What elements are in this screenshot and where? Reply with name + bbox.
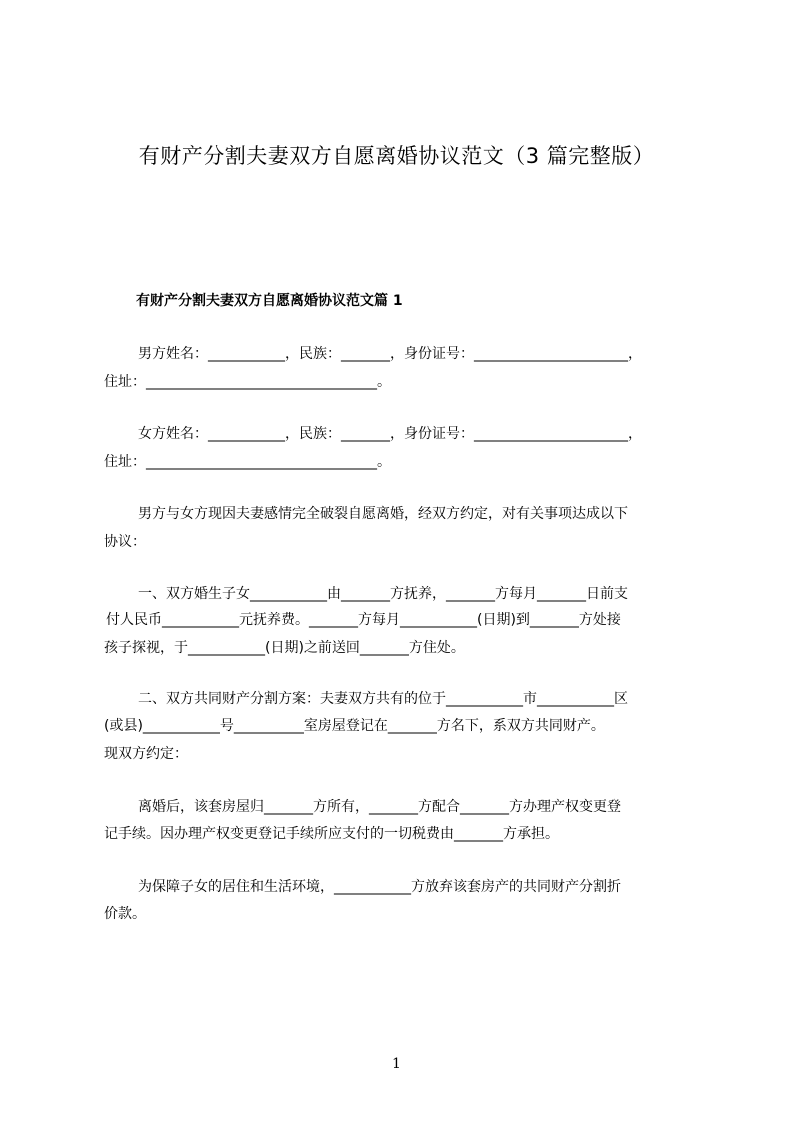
paragraph-housing-line-2: 价款。 [104, 906, 146, 922]
paragraph-male-party-line-1: 男方姓名：___________，民族：_______，身份证号：______________________， [138, 346, 642, 362]
paragraph-children-line-1: 一、双方婚生子女___________由_______方抚养，_______方每月_______日前支 [138, 586, 628, 602]
paragraph-intro-line-2: 协议： [104, 534, 146, 550]
paragraph-housing-line-1: 为保障子女的居住和生活环境，___________方放弃该套房产的共同财产分割折 [138, 879, 621, 895]
section-title: 有财产分割夫妻双方自愿离婚协议范文篇 1 [136, 293, 403, 309]
paragraph-house-line-2: 记手续。因办理产权变更登记手续所应支付的一切税费由_______方承担。 [104, 826, 559, 842]
paragraph-male-party-line-2: 住址：_________________________________。 [104, 374, 391, 390]
paragraph-house-line-1: 离婚后，该套房屋归_______方所有，_______方配合_______方办理产权变更登 [138, 799, 621, 815]
paragraph-female-party-line-1: 女方姓名：___________，民族：_______，身份证号：______________________， [138, 426, 642, 442]
paragraph-property-line-1: 二、双方共同财产分割方案：夫妻双方共有的位于___________市___________区 [138, 691, 628, 707]
paragraph-intro-line-1: 男方与女方现因夫妻感情完全破裂自愿离婚，经双方约定，对有关事项达成以下 [138, 506, 628, 522]
paragraph-children-line-2: 付人民币___________元抚养费。_______方每月___________(日期)到_______方处接 [106, 612, 621, 628]
paragraph-property-line-3: 现双方约定： [104, 746, 188, 762]
paragraph-female-party-line-2: 住址：_________________________________。 [104, 454, 391, 470]
paragraph-property-line-2: (或县)___________号__________室房屋登记在_______方名下，系双方共同财产。 [104, 718, 605, 734]
page-number: 1 [392, 1056, 401, 1072]
paragraph-children-line-3: 孩子探视，于___________(日期)之前送回_______方住处。 [104, 640, 465, 656]
document-title: 有财产分割夫妻双方自愿离婚协议范文（3 篇完整版） [138, 144, 655, 168]
